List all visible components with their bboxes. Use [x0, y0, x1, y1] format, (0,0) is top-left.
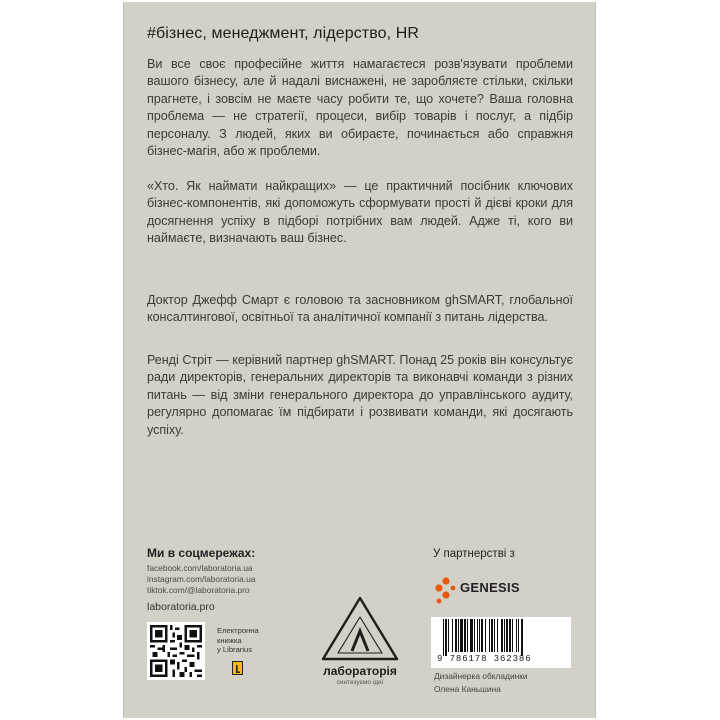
social-title: Ми в соцмережах: — [147, 546, 256, 560]
cover-designer-role: Дизайнерка обкладинки — [434, 671, 528, 681]
website-link[interactable]: laboratoria.pro — [147, 601, 215, 613]
isbn-number: 9 786178 362386 — [437, 654, 532, 664]
cover-designer-name: Олена Каньшина — [434, 684, 501, 694]
hashtags: #бізнес, менеджмент, лідерство, HR — [147, 25, 420, 42]
social-links — [147, 563, 255, 596]
author-bio-smart: Доктор Джефф Смарт є головою та засновником ghSMART, глобальної консалтингової, освітньої та аналітичної компанії з питань лідерства. — [147, 293, 573, 325]
librarius-icon — [232, 661, 243, 675]
ebook-line: Електронна — [217, 626, 259, 635]
publisher-logo-icon — [318, 595, 402, 668]
instagram-link[interactable]: instagram.com/laboratoria.ua — [147, 574, 256, 584]
ebook-note — [217, 626, 259, 655]
publisher-slogan: синтезуємо ідеї — [336, 679, 384, 686]
book-summary-paragraph: «Хто. Як наймати найкращих» — це практичний посібник ключових бізнес-компонентів, які допоможуть сформувати прості й дієві кроки для досягнення успіху в підборі потрібних вам людей. Адже ті, кого ви наймаєте, визначають ваш бізнес. — [147, 179, 573, 246]
facebook-link[interactable]: facebook.com/laboratoria.ua — [147, 563, 253, 573]
author-bio-street: Ренді Стріт — керівний партнер ghSMART. Понад 25 років він консультує ради директорів, генеральних директорів та виконавчі команди з різних питань — від зміни генерального директора до управлінського аудиту, регулярно допомагає їм підбирати і розвивати команди, які досягають успіху. — [147, 353, 573, 437]
partner-title: У партнерстві з — [433, 548, 515, 560]
ebook-line: книжка — [217, 635, 242, 645]
description-paragraph: Ви все своє професійне життя намагаєтеся розв'язувати проблеми вашого бізнесу, але й надалі виснажені, не заробляєте стільки, скільки прагнете, і зовсім не маєте часу робити те, що хочете? Ваша головна проблема — не стратегії, процеси, вибір товарів і послуг, а підбір персоналу. З людей, яких ви обираєте, починається або справжня бізнес-магія, або ж проблеми. — [147, 57, 573, 159]
tiktok-link[interactable]: tiktok.com/@laboratoria.pro — [147, 585, 250, 595]
publisher-name: лабораторія — [323, 664, 397, 678]
partner-name: GENESIS — [460, 580, 520, 595]
qr-code-icon — [147, 622, 205, 680]
genesis-logo-icon — [434, 576, 458, 609]
ebook-line: у Librarius — [217, 645, 253, 655]
